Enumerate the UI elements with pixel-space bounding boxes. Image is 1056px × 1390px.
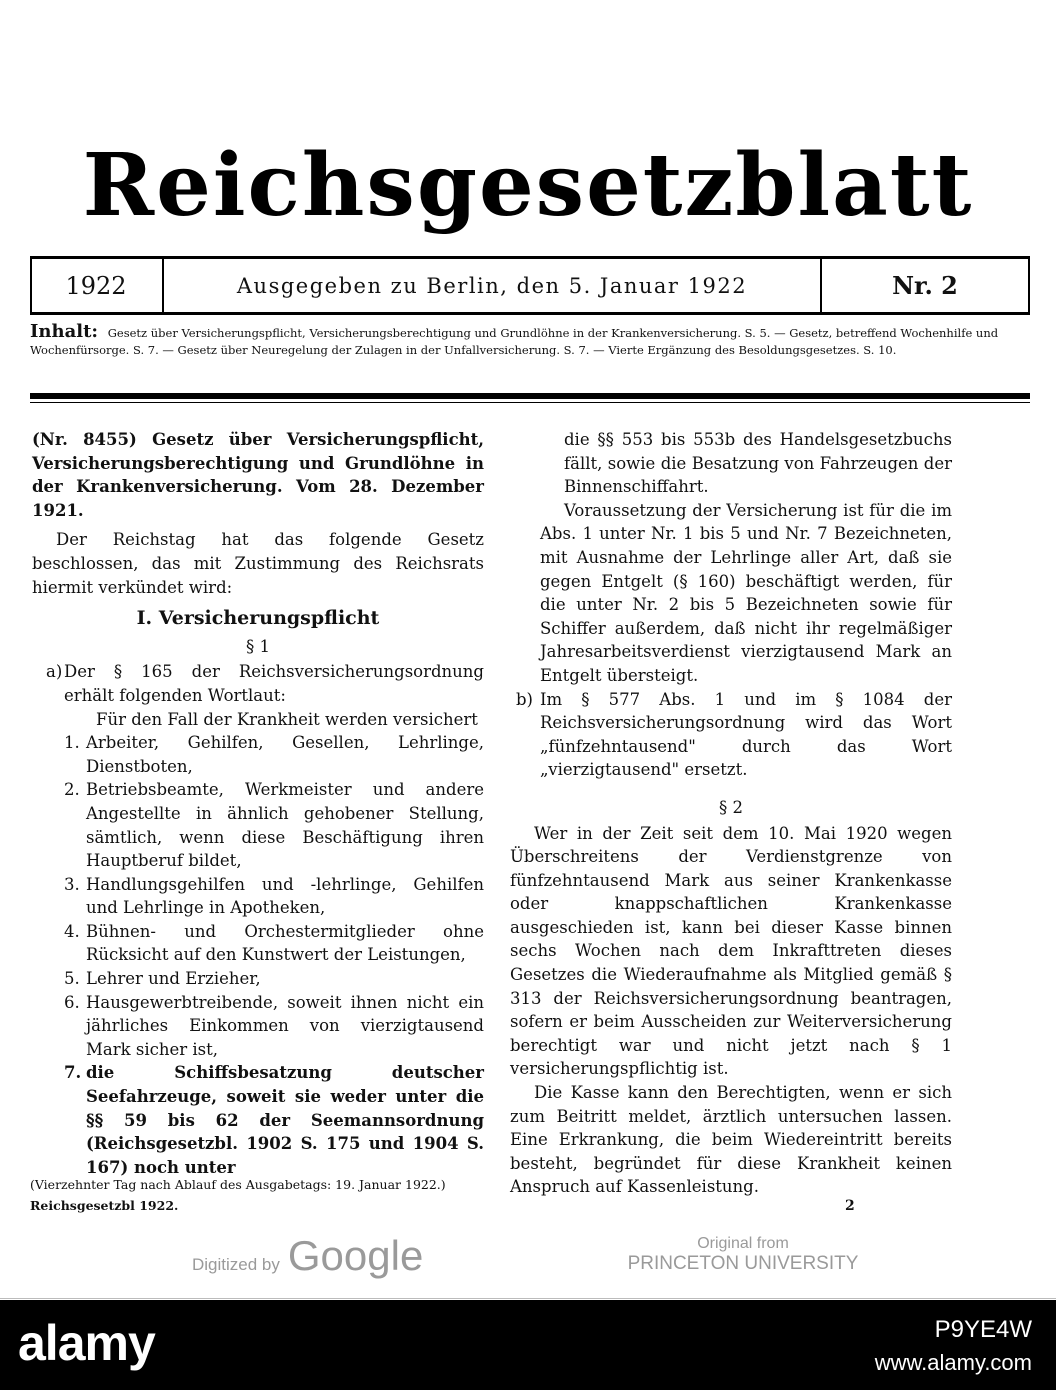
list-item	[32, 731, 484, 778]
source-citation: Reichsgesetzbl 1922.	[30, 1198, 179, 1213]
footnote: (Vierzehnter Tag nach Ablauf des Ausgabetags: 19. Januar 1922.)	[30, 1177, 446, 1192]
list-item	[32, 778, 484, 872]
list-text: Lehrer und Erzieher,	[86, 969, 261, 989]
original-from-watermark	[626, 1235, 860, 1275]
list-item	[32, 873, 484, 920]
item-a-tag: a)	[46, 662, 63, 682]
issue-number: Nr. 2	[892, 271, 958, 300]
item-b-text: Im § 577 Abs. 1 und im § 1084 der Reichsversicherungsordnung wird das Wort „fünfzehntausend" durch das Wort „vierzigtausend" ersetzt.	[540, 689, 952, 780]
list-item	[32, 920, 484, 967]
left-column	[32, 428, 484, 1179]
section-rule-thin	[30, 402, 1030, 403]
contents-label: Inhalt:	[30, 321, 99, 342]
list-number: 1.	[64, 733, 80, 753]
list-number: 4.	[64, 921, 80, 941]
page-number: 2	[845, 1198, 855, 1214]
list-number: 3.	[64, 874, 80, 894]
section-title: I. Versicherungspflicht	[136, 607, 380, 630]
issue-year: 1922	[65, 271, 127, 300]
contents-text: Gesetz über Versicherungspflicht, Versicherungsberechtigung und Grundlöhne in der Krankenversicherung. S. 5. — Gesetz, betreffend Wochenhilfe und Wochenfürsorge. S. 7. — Gesetz über Neuregelung der Zulagen in der Unfallversicherung. S. 7. — Vierte Ergänzung des Besoldungsgesetzes. S. 10.	[30, 326, 999, 357]
continuation-text: die §§ 553 bis 553b des Handelsgesetzbuchs fällt, sowie die Besatzung von Fahrzeugen der Binnenschiffahrt.	[564, 430, 952, 497]
list-number: 5.	[64, 969, 80, 989]
google-logo: Google	[287, 1232, 424, 1279]
paragraph-mark: § 2	[719, 797, 743, 817]
list-text: Hausgewerbtreibende, soweit ihnen nicht ein jährliches Einkommen von vierzigtausend Mark sicher ist,	[86, 992, 484, 1059]
list-number: 7.	[64, 1063, 82, 1083]
list-item	[32, 967, 484, 991]
list-number: 2.	[64, 780, 80, 800]
table-of-contents	[30, 323, 1030, 359]
list-text: Betriebsbeamte, Werkmeister und andere Angestellte in ähnlich gehobener Stellung, sämtlich, wenn diese Beschäftigung ihren Hauptberuf bildet,	[86, 780, 484, 871]
list-text: Bühnen- und Orchestermitglieder ohne Rücksicht auf den Kunstwert der Leistungen,	[86, 921, 484, 965]
image-id: P9YE4W	[934, 1316, 1032, 1343]
digitized-by-watermark	[192, 1232, 423, 1282]
item-a-text: Der § 165 der Reichsversicherungsordnung erhält folgenden Wortlaut:	[64, 662, 484, 705]
stock-url: www.alamy.com	[874, 1350, 1032, 1375]
list-item	[32, 991, 484, 1062]
original-from-label: Original from	[697, 1235, 789, 1252]
list-text: die Schiffsbesatzung deutscher Seefahrzeuge, soweit sie weder unter die §§ 59 bis 62 der Seemannsordnung (Reichsgesetzbl. 1902 S. 175 und 1904 S. 167) noch unter	[86, 1063, 484, 1177]
issue-date: Ausgegeben zu Berlin, den 5. Januar 1922	[236, 273, 748, 298]
list-lead: Für den Fall der Krankheit werden versichert	[96, 709, 478, 729]
page-edge	[0, 1298, 1056, 1299]
condition-text: Voraussetzung der Versicherung ist für die im Abs. 1 unter Nr. 1 bis 5 und Nr. 7 Bezeichneten, mit Ausnahme der Lehrlinge aller Art, daß sie gegen Entgelt (§ 160) beschäftigt werden, für die unter Nr. 2 bis 5 Bezeichneten sowie für Schiffer außerdem, daß nicht ihr regelmäßiger Jahresarbeitsverdienst vierzigtausend Mark an Entgelt übersteigt.	[540, 500, 952, 685]
item-a	[32, 660, 484, 707]
law-heading: (Nr. 8455) Gesetz über Versicherungspflicht, Versicherungsberechtigung und Grundlöhne in der Krankenversicherung. Vom 28. Dezember 1921.	[32, 430, 484, 520]
insured-list	[32, 731, 484, 1179]
header-row	[30, 258, 1030, 313]
stock-banner	[0, 1300, 1056, 1390]
paragraph-2-text-2: Die Kasse kann den Berechtigten, wenn er sich zum Beitritt meldet, ärztlich untersuchen lassen. Eine Erkrankung, die beim Wiedereintritt bereits besteht, begründet für diese Krankheit keinen Anspruch auf Kassenleistung.	[510, 1083, 952, 1197]
masthead-title: Reichsgesetzblatt	[82, 135, 974, 236]
law-intro: Der Reichstag hat das folgende Gesetz beschlossen, das mit Zustimmung des Reichsrats hiermit verkündet wird:	[32, 530, 484, 597]
item-b-tag: b)	[516, 689, 533, 709]
university-label: PRINCETON UNIVERSITY	[627, 1253, 859, 1274]
alamy-logo: alamy	[18, 1315, 155, 1371]
paragraph-mark: § 1	[246, 636, 270, 656]
list-number: 6.	[64, 992, 80, 1012]
list-text: Arbeiter, Gehilfen, Gesellen, Lehrlinge, Dienstboten,	[86, 733, 484, 776]
digitized-by-label: Digitized by	[192, 1255, 280, 1274]
section-rule	[30, 393, 1030, 399]
right-column	[510, 428, 952, 1199]
list-item	[32, 1061, 484, 1179]
list-text: Handlungsgehilfen und -lehrlinge, Gehilfen und Lehrlinge in Apotheken,	[86, 874, 484, 918]
paragraph-2-text: Wer in der Zeit seit dem 10. Mai 1920 wegen Überschreitens der Verdienstgrenze von fünfzehntausend Mark aus seiner Krankenkasse oder knappschaftlichen Krankenkasse ausgeschieden ist, kann bei dieser Kasse binnen sechs Wochen nach dem Inkrafttreten dieses Gesetzes die Wiederaufnahme als Mitglied gemäß § 313 der Reichsversicherungsordnung beantragen, sofern er beim Ausscheiden zur Weiterversicherung berechtigt war und nicht jetzt nach § 1 versicherungspflichtig ist.	[510, 823, 952, 1079]
item-b	[510, 688, 952, 782]
